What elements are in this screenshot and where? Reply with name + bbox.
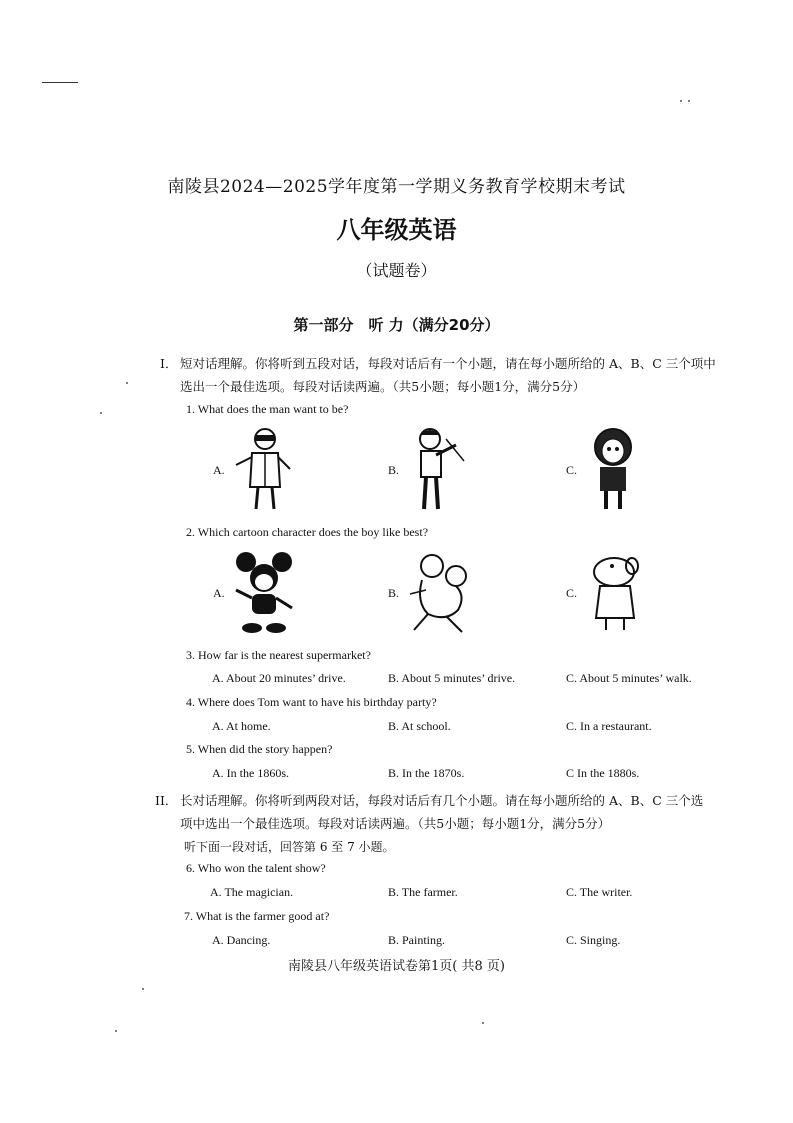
- question-1: 1. What does the man want to be?: [186, 402, 349, 416]
- q5-option-b: B. In the 1870s.: [388, 766, 465, 780]
- q7-option-c: C. Singing.: [566, 933, 621, 947]
- question-5: 5. When did the story happen?: [186, 742, 333, 756]
- q1-option-a: A.: [213, 463, 225, 477]
- page-footer: 南陵县八年级英语试卷第1页( 共8 页): [288, 959, 505, 974]
- question-7: 7. What is the farmer good at?: [184, 909, 330, 923]
- scan-mark: [42, 82, 78, 83]
- q3-option-b: B. About 5 minutes’ drive.: [388, 671, 516, 685]
- q2-option-b: B.: [388, 586, 400, 600]
- q4-option-a: A. At home.: [212, 719, 271, 733]
- astronaut-picture: [588, 425, 638, 513]
- q2-option-c: C.: [566, 586, 578, 600]
- scan-speck: [100, 412, 102, 414]
- scan-speck: [688, 100, 690, 102]
- paper-type: （试题卷）: [356, 261, 437, 280]
- scan-speck: [680, 100, 682, 102]
- q6-option-b: B. The farmer.: [388, 885, 458, 899]
- exam-title: 南陵县2024—2025学年度第一学期义务教育学校期末考试: [167, 177, 626, 197]
- part-one-title: 第一部分 听 力（满分20分）: [293, 316, 500, 334]
- q6-option-c: C. The writer.: [566, 885, 633, 899]
- q1-option-c: C.: [566, 463, 578, 477]
- grade-subject-title: 八年级英语: [336, 216, 457, 244]
- q3-option-a: A. About 20 minutes’ drive.: [212, 671, 346, 685]
- scan-speck: [142, 988, 144, 990]
- section1-instruction-line1: 短对话理解。你将听到五段对话，每段对话后有一个小题，请在每小题所给的 A、B、C 三个项中: [180, 356, 716, 371]
- mickey-mouse-picture: [230, 550, 298, 634]
- section2-instruction-line1: 长对话理解。你将听到两段对话，每段对话后有几个小题。请在每小题所给的 A、B、C 三个选: [180, 793, 704, 808]
- scan-speck: [126, 382, 128, 384]
- section1-instruction-line2: 选出一个最佳选项。每段对话读两遍。（共5小题；每小题1分，满分5分）: [180, 379, 586, 394]
- q3-option-c: C. About 5 minutes’ walk.: [566, 671, 692, 685]
- question-4: 4. Where does Tom want to have his birthday party?: [186, 695, 437, 709]
- question-6: 6. Who won the talent show?: [186, 861, 326, 875]
- monkey-king-picture: [406, 550, 474, 636]
- q5-option-a: A. In the 1860s.: [212, 766, 289, 780]
- q4-option-b: B. At school.: [388, 719, 451, 733]
- section1-numeral: I．: [160, 356, 178, 371]
- section2-instruction-line2: 项中选出一个最佳选项。每段对话读两遍。（共5小题；每小题1分，满分5分）: [180, 816, 611, 831]
- scan-speck: [115, 1030, 117, 1032]
- question-2: 2. Which cartoon character does the boy like best?: [186, 525, 429, 539]
- q2-option-a: A.: [213, 586, 225, 600]
- q7-option-b: B. Painting.: [388, 933, 446, 947]
- peppa-pig-picture: [590, 552, 642, 634]
- q4-option-c: C. In a restaurant.: [566, 719, 652, 733]
- scan-speck: [482, 1022, 484, 1024]
- q7-option-a: A. Dancing.: [212, 933, 271, 947]
- doctor-picture: [232, 425, 298, 513]
- q5-option-c: C In the 1880s.: [566, 766, 640, 780]
- violinist-picture: [406, 425, 468, 513]
- q6-option-a: A. The magician.: [210, 885, 294, 899]
- question-3: 3. How far is the nearest supermarket?: [186, 648, 371, 662]
- section2-numeral: II．: [155, 793, 178, 808]
- q1-option-b: B.: [388, 463, 400, 477]
- section2-note: 听下面一段对话，回答第 6 至 7 小题。: [184, 840, 395, 854]
